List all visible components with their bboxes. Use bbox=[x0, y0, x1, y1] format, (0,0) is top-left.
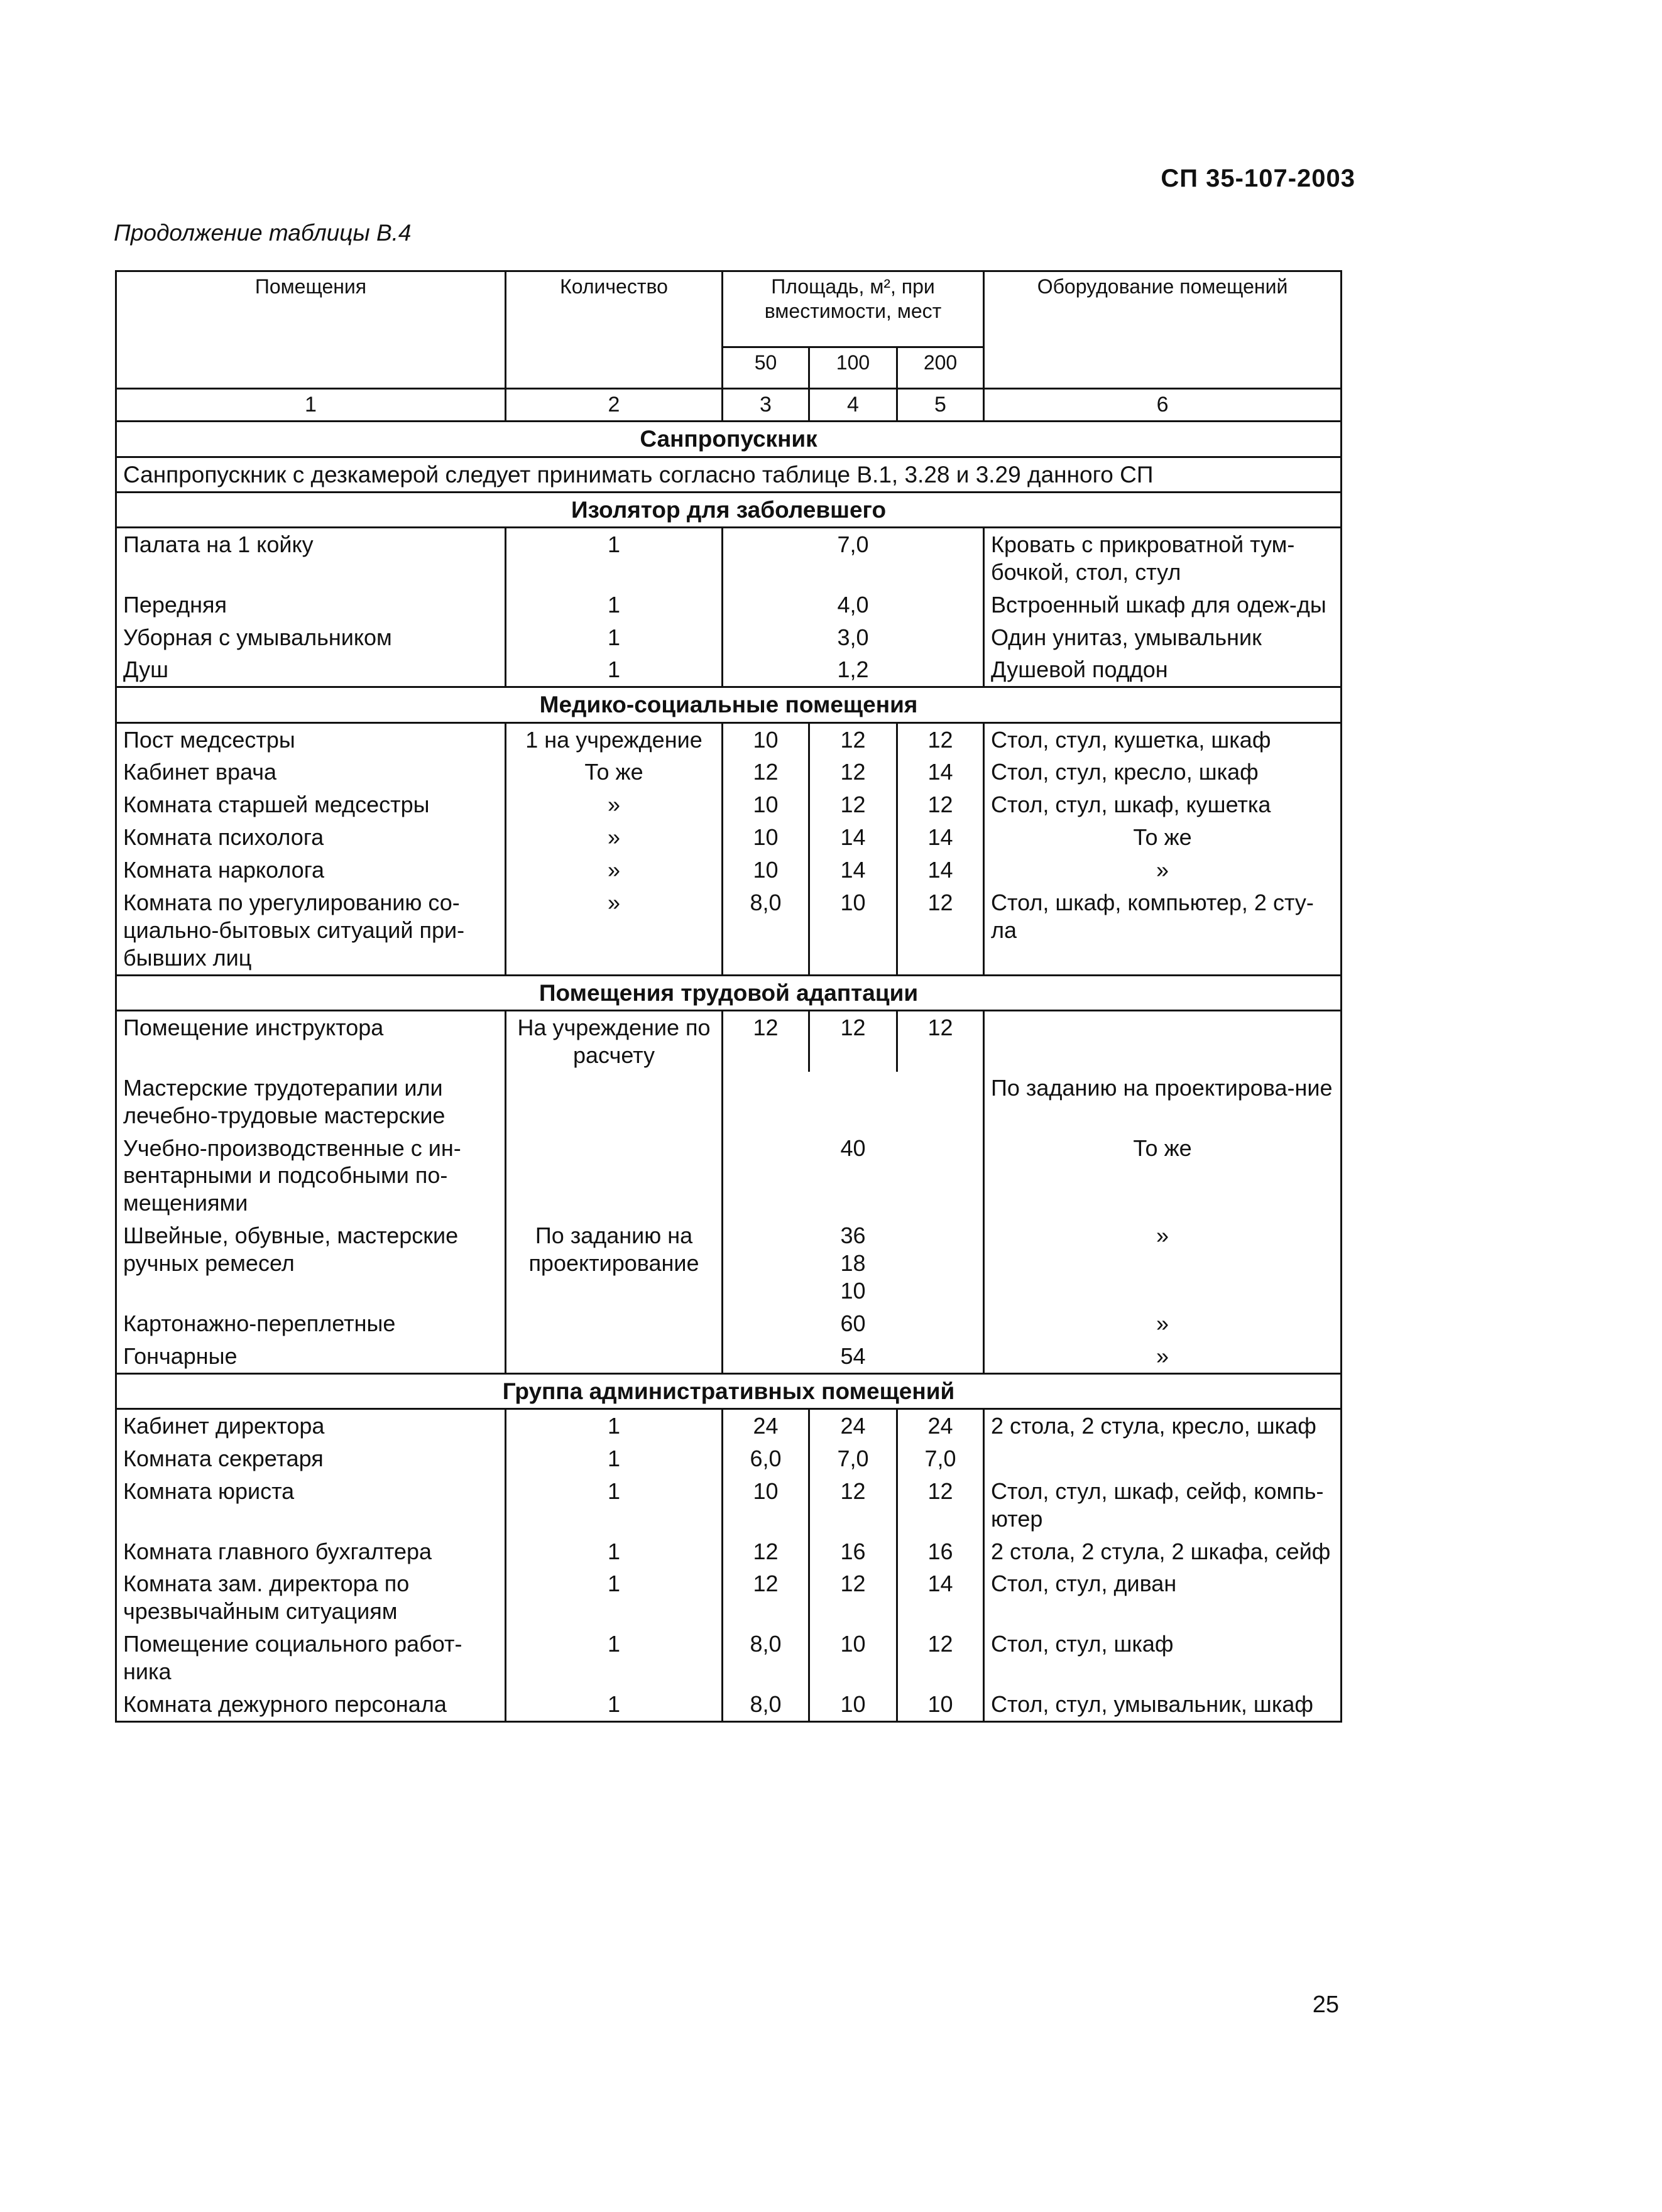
room-name: Кабинет директора bbox=[116, 1408, 506, 1442]
area-200: 12 bbox=[897, 788, 984, 821]
header-area-line1: Площадь, м², при bbox=[771, 275, 935, 298]
table-row bbox=[116, 1535, 1342, 1568]
room-area: 3,0 bbox=[723, 621, 984, 654]
area-200: 12 bbox=[897, 886, 984, 975]
room-name: Душ bbox=[116, 653, 506, 687]
room-equipment bbox=[984, 1010, 1342, 1071]
header-area bbox=[723, 271, 984, 347]
table-row bbox=[116, 1688, 1342, 1721]
room-equipment: По заданию на проектирова-ние bbox=[984, 1072, 1342, 1132]
section-title-sanpropusknik: Санпропускник bbox=[116, 422, 1342, 457]
room-quantity: 1 bbox=[506, 1628, 723, 1688]
area-50: 8,0 bbox=[723, 886, 809, 975]
area-50: 10 bbox=[723, 1475, 809, 1535]
table-row bbox=[116, 1567, 1342, 1628]
room-area: 54 bbox=[723, 1340, 984, 1373]
column-number: 3 bbox=[723, 389, 809, 422]
area-50: 8,0 bbox=[723, 1688, 809, 1721]
room-name: Уборная с умывальником bbox=[116, 621, 506, 654]
table-row bbox=[116, 527, 1342, 588]
table-row bbox=[116, 621, 1342, 654]
area-100: 10 bbox=[809, 886, 897, 975]
area-200: 14 bbox=[897, 1567, 984, 1628]
room-equipment: » bbox=[984, 854, 1342, 886]
area-200: 7,0 bbox=[897, 1442, 984, 1475]
area-200: 14 bbox=[897, 854, 984, 886]
room-quantity bbox=[506, 1340, 723, 1373]
section-row bbox=[116, 422, 1342, 457]
room-quantity: 1 на учреждение bbox=[506, 722, 723, 756]
room-quantity: То же bbox=[506, 756, 723, 788]
table-row bbox=[116, 653, 1342, 687]
area-100: 14 bbox=[809, 854, 897, 886]
room-name: Швейные, обувные, мастерские ручных ремесел bbox=[116, 1219, 506, 1307]
room-equipment: Стол, стул, кушетка, шкаф bbox=[984, 722, 1342, 756]
area-200: 12 bbox=[897, 1628, 984, 1688]
room-equipment: То же bbox=[984, 821, 1342, 854]
column-number: 2 bbox=[506, 389, 723, 422]
table-row bbox=[116, 1475, 1342, 1535]
area-100: 10 bbox=[809, 1628, 897, 1688]
room-name: Комната главного бухгалтера bbox=[116, 1535, 506, 1568]
room-equipment: » bbox=[984, 1307, 1342, 1340]
room-name: Комната юриста bbox=[116, 1475, 506, 1535]
area-200: 12 bbox=[897, 1010, 984, 1071]
room-equipment: Стол, стул, умывальник, шкаф bbox=[984, 1688, 1342, 1721]
room-equipment: Кровать с прикроватной тум-бочкой, стол, стул bbox=[984, 527, 1342, 588]
room-quantity: 1 bbox=[506, 653, 723, 687]
room-quantity: 1 bbox=[506, 621, 723, 654]
room-name: Помещение инструктора bbox=[116, 1010, 506, 1071]
room-equipment: » bbox=[984, 1219, 1342, 1307]
table-row bbox=[116, 756, 1342, 788]
room-name: Гончарные bbox=[116, 1340, 506, 1373]
room-name: Картонажно-переплетные bbox=[116, 1307, 506, 1340]
section-row bbox=[116, 687, 1342, 722]
area-50: 6,0 bbox=[723, 1442, 809, 1475]
room-equipment: Стол, стул, шкаф, сейф, компь-ютер bbox=[984, 1475, 1342, 1535]
room-name: Пост медсестры bbox=[116, 722, 506, 756]
room-quantity: » bbox=[506, 854, 723, 886]
area-100: 7,0 bbox=[809, 1442, 897, 1475]
section-title-isolator: Изолятор для заболевшего bbox=[116, 492, 1342, 527]
continuation-title: Продолжение таблицы В.4 bbox=[114, 220, 412, 246]
area-50: 12 bbox=[723, 1535, 809, 1568]
room-name: Комната старшей медсестры bbox=[116, 788, 506, 821]
room-quantity: 1 bbox=[506, 1408, 723, 1442]
table-row bbox=[116, 886, 1342, 975]
table-row bbox=[116, 821, 1342, 854]
area-200: 14 bbox=[897, 756, 984, 788]
room-quantity: 1 bbox=[506, 1535, 723, 1568]
header-area-line2: вместимости, мест bbox=[764, 300, 942, 323]
page-number: 25 bbox=[1312, 1991, 1339, 2018]
section-row bbox=[116, 975, 1342, 1010]
header-quantity: Количество bbox=[506, 271, 723, 389]
section-title-labor: Помещения трудовой адаптации bbox=[116, 975, 1342, 1010]
room-name: Комната дежурного персонала bbox=[116, 1688, 506, 1721]
room-name: Помещение социального работ-ника bbox=[116, 1628, 506, 1688]
header-equipment: Оборудование помещений bbox=[984, 271, 1342, 389]
column-number-row bbox=[116, 389, 1342, 422]
area-200: 24 bbox=[897, 1408, 984, 1442]
room-equipment: Один унитаз, умывальник bbox=[984, 621, 1342, 654]
room-equipment bbox=[984, 1442, 1342, 1475]
table-row bbox=[116, 1132, 1342, 1220]
room-name: Передняя bbox=[116, 589, 506, 621]
room-area: 60 bbox=[723, 1307, 984, 1340]
room-equipment: 2 стола, 2 стула, 2 шкафа, сейф bbox=[984, 1535, 1342, 1568]
room-name: Палата на 1 койку bbox=[116, 527, 506, 588]
room-area-list bbox=[723, 1219, 984, 1307]
area-100: 12 bbox=[809, 1010, 897, 1071]
room-area bbox=[723, 1072, 984, 1132]
room-equipment: Стол, стул, шкаф, кушетка bbox=[984, 788, 1342, 821]
column-number: 6 bbox=[984, 389, 1342, 422]
room-quantity: » bbox=[506, 886, 723, 975]
table-row bbox=[116, 722, 1342, 756]
section-title-medsoc: Медико-социальные помещения bbox=[116, 687, 1342, 722]
area-50: 10 bbox=[723, 854, 809, 886]
section-note-row bbox=[116, 457, 1342, 492]
room-equipment: То же bbox=[984, 1132, 1342, 1220]
room-area: 18 bbox=[840, 1250, 866, 1277]
header-cap-100: 100 bbox=[809, 347, 897, 389]
room-equipment: » bbox=[984, 1340, 1342, 1373]
room-area: 10 bbox=[840, 1278, 866, 1304]
room-quantity: По заданию на проектирование bbox=[506, 1219, 723, 1307]
area-200: 16 bbox=[897, 1535, 984, 1568]
area-100: 12 bbox=[809, 1475, 897, 1535]
area-100: 10 bbox=[809, 1688, 897, 1721]
room-quantity: 1 bbox=[506, 1442, 723, 1475]
area-50: 10 bbox=[723, 722, 809, 756]
room-quantity: 1 bbox=[506, 1567, 723, 1628]
room-quantity: » bbox=[506, 821, 723, 854]
room-quantity: 1 bbox=[506, 1475, 723, 1535]
area-50: 12 bbox=[723, 756, 809, 788]
table-row bbox=[116, 1408, 1342, 1442]
room-name: Мастерские трудотерапии или лечебно-трудовые мастерские bbox=[116, 1072, 506, 1132]
room-area: 40 bbox=[723, 1132, 984, 1220]
room-name: Учебно-производственные с ин-вентарными и подсобными по-мещениями bbox=[116, 1132, 506, 1220]
section-row bbox=[116, 1373, 1342, 1408]
section-title-admin: Группа административных помещений bbox=[116, 1373, 1342, 1408]
table-row bbox=[116, 1072, 1342, 1132]
room-quantity: На учреждение по расчету bbox=[506, 1010, 723, 1071]
room-area: 4,0 bbox=[723, 589, 984, 621]
area-50: 12 bbox=[723, 1010, 809, 1071]
room-equipment: Стол, стул, шкаф bbox=[984, 1628, 1342, 1688]
section-row bbox=[116, 492, 1342, 527]
area-200: 14 bbox=[897, 821, 984, 854]
area-100: 12 bbox=[809, 756, 897, 788]
room-equipment: Душевой поддон bbox=[984, 653, 1342, 687]
room-name: Комната психолога bbox=[116, 821, 506, 854]
table-row bbox=[116, 1307, 1342, 1340]
room-quantity: 1 bbox=[506, 589, 723, 621]
area-50: 24 bbox=[723, 1408, 809, 1442]
room-equipment: 2 стола, 2 стула, кресло, шкаф bbox=[984, 1408, 1342, 1442]
area-50: 10 bbox=[723, 788, 809, 821]
table-row bbox=[116, 788, 1342, 821]
room-name: Комната по урегулированию со-циально-бытовых ситуаций при-бывших лиц bbox=[116, 886, 506, 975]
sanpropusknik-note: Санпропускник с дезкамерой следует принимать согласно таблице В.1, 3.28 и 3.29 данного СП bbox=[116, 457, 1342, 492]
room-equipment: Стол, шкаф, компьютер, 2 сту-ла bbox=[984, 886, 1342, 975]
table-row bbox=[116, 1219, 1342, 1307]
table-row bbox=[116, 1442, 1342, 1475]
header-rooms: Помещения bbox=[116, 271, 506, 389]
table-row bbox=[116, 854, 1342, 886]
column-number: 4 bbox=[809, 389, 897, 422]
area-100: 16 bbox=[809, 1535, 897, 1568]
room-quantity bbox=[506, 1307, 723, 1340]
room-area: 36 bbox=[840, 1223, 866, 1249]
room-name: Кабинет врача bbox=[116, 756, 506, 788]
table-row bbox=[116, 1340, 1342, 1373]
room-equipment: Встроенный шкаф для одеж-ды bbox=[984, 589, 1342, 621]
room-area: 7,0 bbox=[723, 527, 984, 588]
area-200: 10 bbox=[897, 1688, 984, 1721]
header-cap-200: 200 bbox=[897, 347, 984, 389]
room-quantity bbox=[506, 1132, 723, 1220]
header-cap-50: 50 bbox=[723, 347, 809, 389]
area-50: 8,0 bbox=[723, 1628, 809, 1688]
area-50: 12 bbox=[723, 1567, 809, 1628]
area-100: 12 bbox=[809, 788, 897, 821]
room-name: Комната нарколога bbox=[116, 854, 506, 886]
room-quantity: » bbox=[506, 788, 723, 821]
area-100: 12 bbox=[809, 1567, 897, 1628]
room-equipment: Стол, стул, диван bbox=[984, 1567, 1342, 1628]
room-equipment: Стол, стул, кресло, шкаф bbox=[984, 756, 1342, 788]
room-name: Комната зам. директора по чрезвычайным ситуациям bbox=[116, 1567, 506, 1628]
area-100: 14 bbox=[809, 821, 897, 854]
area-200: 12 bbox=[897, 722, 984, 756]
column-number: 1 bbox=[116, 389, 506, 422]
rooms-table bbox=[115, 270, 1342, 1723]
area-100: 12 bbox=[809, 722, 897, 756]
room-quantity: 1 bbox=[506, 527, 723, 588]
room-quantity bbox=[506, 1072, 723, 1132]
column-number: 5 bbox=[897, 389, 984, 422]
table-row bbox=[116, 589, 1342, 621]
area-50: 10 bbox=[723, 821, 809, 854]
room-name: Комната секретаря bbox=[116, 1442, 506, 1475]
table-row bbox=[116, 1628, 1342, 1688]
room-quantity: 1 bbox=[506, 1688, 723, 1721]
document-code: СП 35-107-2003 bbox=[1161, 165, 1355, 192]
table-row bbox=[116, 1010, 1342, 1071]
area-200: 12 bbox=[897, 1475, 984, 1535]
table-header-row bbox=[116, 271, 1342, 347]
room-area: 1,2 bbox=[723, 653, 984, 687]
area-100: 24 bbox=[809, 1408, 897, 1442]
